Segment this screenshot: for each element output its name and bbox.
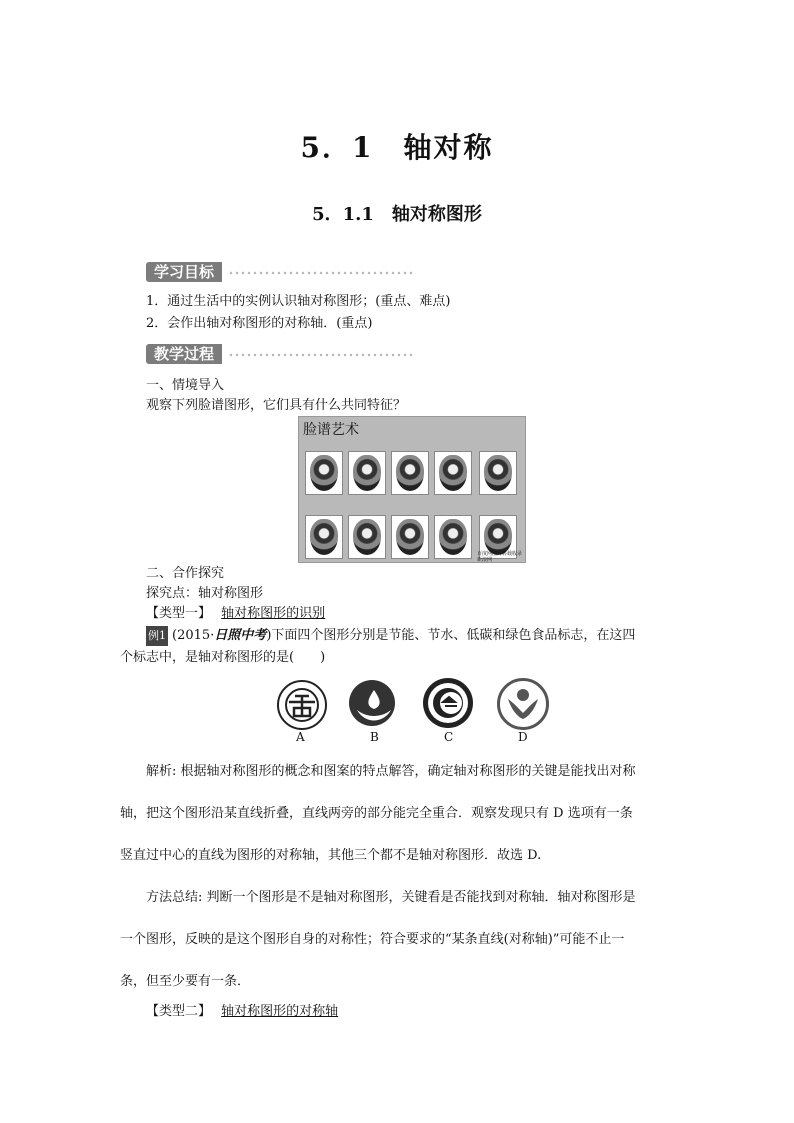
banner-label: 学习目标	[146, 262, 222, 282]
low-carbon-logo	[423, 678, 473, 728]
option-label-d: D	[518, 730, 528, 744]
option-label-c: C	[444, 730, 454, 744]
example-text: )下面四个图形分别是节能、节水、低碳和绿色食品标志，在这四	[266, 628, 636, 643]
mask-icon	[348, 515, 386, 559]
logo-glyph	[279, 682, 325, 728]
method-line: 条，但至少要有一条．	[120, 974, 251, 989]
type-2-heading	[146, 1002, 338, 1022]
mask-credit: 百度网图片转载收录新浪网	[477, 551, 523, 563]
example-tag: 例1	[146, 626, 168, 646]
logo-glyph	[423, 678, 473, 728]
logo-glyph	[500, 681, 546, 727]
analysis-line: 竖直过中心的直线为图形的对称轴，其他三个都不是轴对称图形．故选 D.	[120, 848, 542, 863]
method-line: 方法总结: 判断一个图形是不是轴对称图形，关键看是否能找到对称轴．轴对称图形是	[146, 890, 636, 905]
mask-icon	[305, 515, 343, 559]
opera-masks-image	[298, 416, 526, 563]
mask-icon	[391, 451, 429, 495]
logo-glyph	[349, 680, 399, 730]
mask-icon	[348, 451, 386, 495]
example-text: (2015·	[172, 628, 215, 643]
example-1	[146, 626, 635, 646]
mask-icon	[434, 451, 472, 495]
example-source: 日照中考	[214, 628, 267, 643]
example-text-cont: 个标志中，是轴对称图形的是( )	[120, 650, 326, 665]
section-subtitle: 5．1.1 轴对称图形	[312, 204, 482, 225]
type-tag: 【类型一】	[146, 606, 212, 621]
banner-learning-goals	[146, 262, 222, 282]
goal-1: 1．通过生活中的实例认识轴对称图形；(重点、难点)	[146, 294, 451, 309]
question-text: 观察下列脸谱图形，它们具有什么共同特征？	[146, 398, 407, 413]
mask-icon	[391, 515, 429, 559]
page-title: 5．1 轴对称	[300, 131, 494, 164]
banner-teaching-process	[146, 344, 222, 364]
inquiry-point: 探究点：轴对称图形	[146, 586, 264, 601]
option-label-b: B	[370, 730, 379, 744]
mask-icon	[305, 451, 343, 495]
mask-icon	[434, 515, 472, 559]
goal-2: 2．会作出轴对称图形的对称轴．(重点)	[146, 316, 373, 331]
type-name: 轴对称图形的识别	[221, 606, 326, 621]
section-heading: 一、情境导入	[146, 378, 225, 393]
method-line: 一个图形，反映的是这个图形自身的对称性；符合要求的“某条直线(对称轴)”可能不止一	[120, 932, 625, 947]
mask-icon	[479, 451, 517, 495]
banner-dots	[228, 270, 416, 276]
type-name: 轴对称图形的对称轴	[221, 1004, 339, 1019]
banner-dots	[228, 352, 416, 358]
energy-saving-logo	[277, 680, 327, 730]
section-heading: 二、合作探究	[146, 566, 225, 581]
option-label-a: A	[296, 730, 305, 744]
mask-caption: 脸谱艺术	[303, 422, 359, 438]
type-tag: 【类型二】	[146, 1004, 212, 1019]
green-food-logo	[497, 678, 549, 730]
water-saving-logo	[349, 680, 395, 726]
banner-label: 教学过程	[146, 344, 222, 364]
analysis-line: 轴，把这个图形沿某直线折叠，直线两旁的部分能完全重合．观察发现只有 D 选项有一条	[120, 806, 633, 821]
type-1-heading	[146, 604, 325, 624]
analysis-line: 解析: 根据轴对称图形的概念和图案的特点解答，确定轴对称图形的关键是能找出对称	[146, 764, 636, 779]
